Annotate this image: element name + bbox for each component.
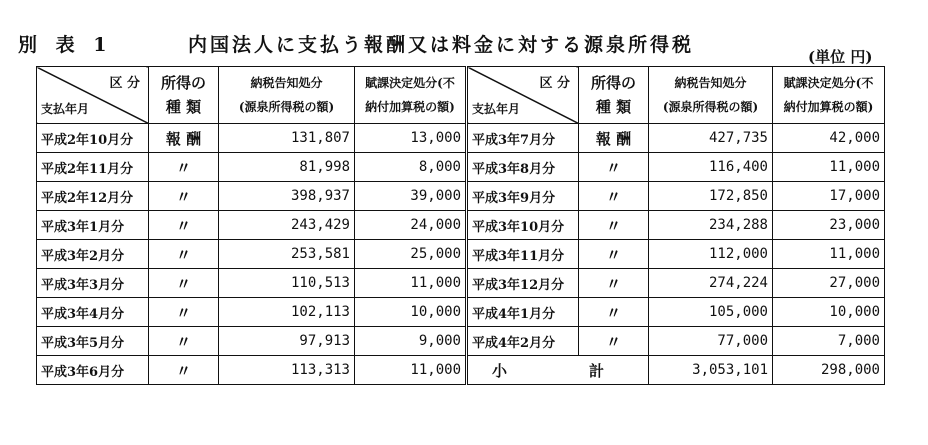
penalty-cell: 24,000 — [355, 211, 467, 240]
period-cell: 平成4年2月分 — [467, 327, 579, 356]
penalty-cell: 11,000 — [355, 356, 467, 385]
paid-cell: 112,000 — [649, 240, 773, 269]
period-cell: 平成4年1月分 — [467, 298, 579, 327]
left-penalty-header — [355, 67, 467, 124]
paid-cell: 110,513 — [219, 269, 355, 298]
kind-cell: 〃 — [579, 153, 649, 182]
paid-cell: 97,913 — [219, 327, 355, 356]
table-row — [37, 211, 885, 240]
paid-header-top: 納税告知処分 — [674, 76, 747, 90]
table-row — [37, 153, 885, 182]
subtotal-label-right: 計 — [588, 361, 604, 380]
table-row — [37, 269, 885, 298]
period-header: 支払年月 — [41, 102, 90, 116]
penalty-header-bottom: 納付加算税の額) — [783, 100, 874, 114]
period-cell: 平成3年1月分 — [37, 211, 149, 240]
kind-cell: 報 酬 — [149, 124, 219, 153]
kind-cell: 〃 — [149, 298, 219, 327]
kind-header-top: 所得の — [160, 74, 206, 92]
paid-cell: 398,937 — [219, 182, 355, 211]
table-row-total — [37, 356, 885, 385]
paid-cell: 274,224 — [649, 269, 773, 298]
kind-cell: 〃 — [579, 298, 649, 327]
subtotal-paid-cell: 3,053,101 — [649, 356, 773, 385]
penalty-cell: 17,000 — [773, 182, 885, 211]
period-cell: 平成2年12月分 — [37, 182, 149, 211]
table-row — [37, 182, 885, 211]
withholding-tax-table — [36, 66, 885, 385]
category-header: 区 分 — [539, 76, 570, 91]
subtotal-label-left: 小 — [492, 361, 508, 380]
annex-label: 別 表 1 — [18, 34, 113, 56]
penalty-header-top: 賦課決定処分(不 — [783, 76, 874, 90]
paid-cell: 172,850 — [649, 182, 773, 211]
unit-label: (単位 円) — [808, 48, 873, 66]
kind-cell: 〃 — [579, 327, 649, 356]
period-header: 支払年月 — [472, 102, 521, 116]
header-row — [37, 67, 885, 124]
paid-cell: 234,288 — [649, 211, 773, 240]
paid-header-bottom: (源泉所得税の額) — [238, 100, 335, 114]
penalty-cell: 10,000 — [355, 298, 467, 327]
kind-cell: 〃 — [579, 182, 649, 211]
period-cell: 平成3年10月分 — [467, 211, 579, 240]
paid-cell: 102,113 — [219, 298, 355, 327]
penalty-cell: 25,000 — [355, 240, 467, 269]
period-cell: 平成3年5月分 — [37, 327, 149, 356]
kind-cell: 〃 — [149, 153, 219, 182]
period-cell: 平成3年7月分 — [467, 124, 579, 153]
table-row — [37, 124, 885, 153]
penalty-cell: 8,000 — [355, 153, 467, 182]
paid-cell: 243,429 — [219, 211, 355, 240]
table-row — [37, 240, 885, 269]
table-row — [37, 298, 885, 327]
right-kind-header — [579, 67, 649, 124]
category-header: 区 分 — [109, 76, 140, 91]
penalty-cell: 42,000 — [773, 124, 885, 153]
penalty-cell: 23,000 — [773, 211, 885, 240]
penalty-cell: 7,000 — [773, 327, 885, 356]
paid-cell: 427,735 — [649, 124, 773, 153]
penalty-cell: 11,000 — [773, 240, 885, 269]
paid-cell: 105,000 — [649, 298, 773, 327]
period-cell: 平成3年8月分 — [467, 153, 579, 182]
kind-header-top: 所得の — [590, 74, 636, 92]
period-cell: 平成3年2月分 — [37, 240, 149, 269]
period-cell: 平成3年12月分 — [467, 269, 579, 298]
kind-cell: 〃 — [149, 240, 219, 269]
penalty-cell: 39,000 — [355, 182, 467, 211]
kind-cell: 〃 — [149, 327, 219, 356]
paid-cell: 116,400 — [649, 153, 773, 182]
penalty-cell: 11,000 — [773, 153, 885, 182]
kind-header-bottom: 種 類 — [595, 98, 632, 116]
right-penalty-header — [773, 67, 885, 124]
penalty-cell: 11,000 — [355, 269, 467, 298]
period-cell: 平成3年11月分 — [467, 240, 579, 269]
table-title: 内国法人に支払う報酬又は料金に対する源泉所得税 — [188, 34, 695, 56]
kind-cell: 〃 — [579, 240, 649, 269]
paid-cell: 253,581 — [219, 240, 355, 269]
penalty-cell: 27,000 — [773, 269, 885, 298]
penalty-header-top: 賦課決定処分(不 — [365, 76, 455, 90]
table-row — [37, 327, 885, 356]
paid-cell: 77,000 — [649, 327, 773, 356]
penalty-cell: 13,000 — [355, 124, 467, 153]
left-diag-header-cell — [37, 67, 149, 124]
period-cell: 平成2年10月分 — [37, 124, 149, 153]
left-kind-header — [149, 67, 219, 124]
subtotal-penalty-cell: 298,000 — [773, 356, 885, 385]
paid-header-top: 納税告知処分 — [250, 76, 323, 90]
kind-cell: 報 酬 — [579, 124, 649, 153]
right-diag-header-cell — [467, 67, 579, 124]
penalty-header-bottom: 納付加算税の額) — [365, 100, 455, 114]
right-paid-header — [649, 67, 773, 124]
document-title — [18, 30, 908, 60]
kind-cell: 〃 — [149, 356, 219, 385]
paid-header-bottom: (源泉所得税の額) — [662, 100, 759, 114]
period-cell: 平成2年11月分 — [37, 153, 149, 182]
kind-cell: 〃 — [149, 211, 219, 240]
paid-cell: 113,313 — [219, 356, 355, 385]
period-cell: 平成3年9月分 — [467, 182, 579, 211]
left-paid-header — [219, 67, 355, 124]
period-cell: 平成3年6月分 — [37, 356, 149, 385]
subtotal-label-cell — [467, 356, 649, 385]
kind-cell: 〃 — [149, 269, 219, 298]
kind-cell: 〃 — [149, 182, 219, 211]
kind-cell: 〃 — [579, 269, 649, 298]
penalty-cell: 10,000 — [773, 298, 885, 327]
paid-cell: 81,998 — [219, 153, 355, 182]
period-cell: 平成3年3月分 — [37, 269, 149, 298]
kind-cell: 〃 — [579, 211, 649, 240]
kind-header-bottom: 種 類 — [165, 98, 202, 116]
paid-cell: 131,807 — [219, 124, 355, 153]
penalty-cell: 9,000 — [355, 327, 467, 356]
period-cell: 平成3年4月分 — [37, 298, 149, 327]
